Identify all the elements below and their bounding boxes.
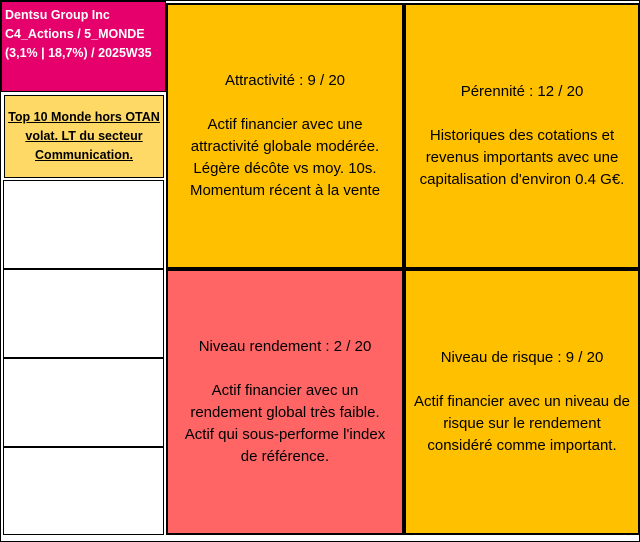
attractivite-title: Attractivité : 9 / 20 (224, 72, 346, 89)
ranking-note (4, 95, 164, 178)
ranking-line-1: Top 10 Monde hors OTAN (8, 110, 160, 124)
rendement-title: Niveau rendement : 2 / 20 (198, 338, 372, 355)
asset-name: Dentsu Group Inc (5, 8, 110, 22)
perennite-title: Pérennité : 12 / 20 (460, 83, 584, 100)
asset-stats: (3,1% | 18,7%) / 2025W35 (5, 46, 152, 60)
rendement-text: Actif financier avec un rendement global très faible. Actif qui sous-performe l'index de référence. (184, 382, 386, 465)
risque-text: Actif financier avec un niveau de risque sur le rendement considéré comme important. (414, 393, 630, 454)
risque-panel (404, 269, 640, 535)
empty-cell (3, 447, 164, 535)
perennite-text: Historiques des cotations et revenus importants avec une capitalisation d'environ 0.4 G€. (419, 127, 625, 188)
empty-cell (3, 180, 164, 269)
perennite-panel (404, 3, 640, 269)
ranking-line-3: Communication. (35, 148, 133, 162)
risque-title: Niveau de risque : 9 / 20 (440, 349, 604, 366)
asset-category: C4_Actions / 5_MONDE (5, 27, 145, 41)
empty-cell (3, 358, 164, 447)
attractivite-panel (166, 3, 404, 269)
attractivite-text: Actif financier avec une attractivité globale modérée. Légère décôte vs moy. 10s. Momentum récent à la vente (189, 116, 381, 199)
asset-header (1, 1, 166, 92)
rendement-panel (166, 269, 404, 535)
empty-cell (3, 269, 164, 358)
ranking-line-2: volat. LT du secteur (25, 129, 143, 143)
